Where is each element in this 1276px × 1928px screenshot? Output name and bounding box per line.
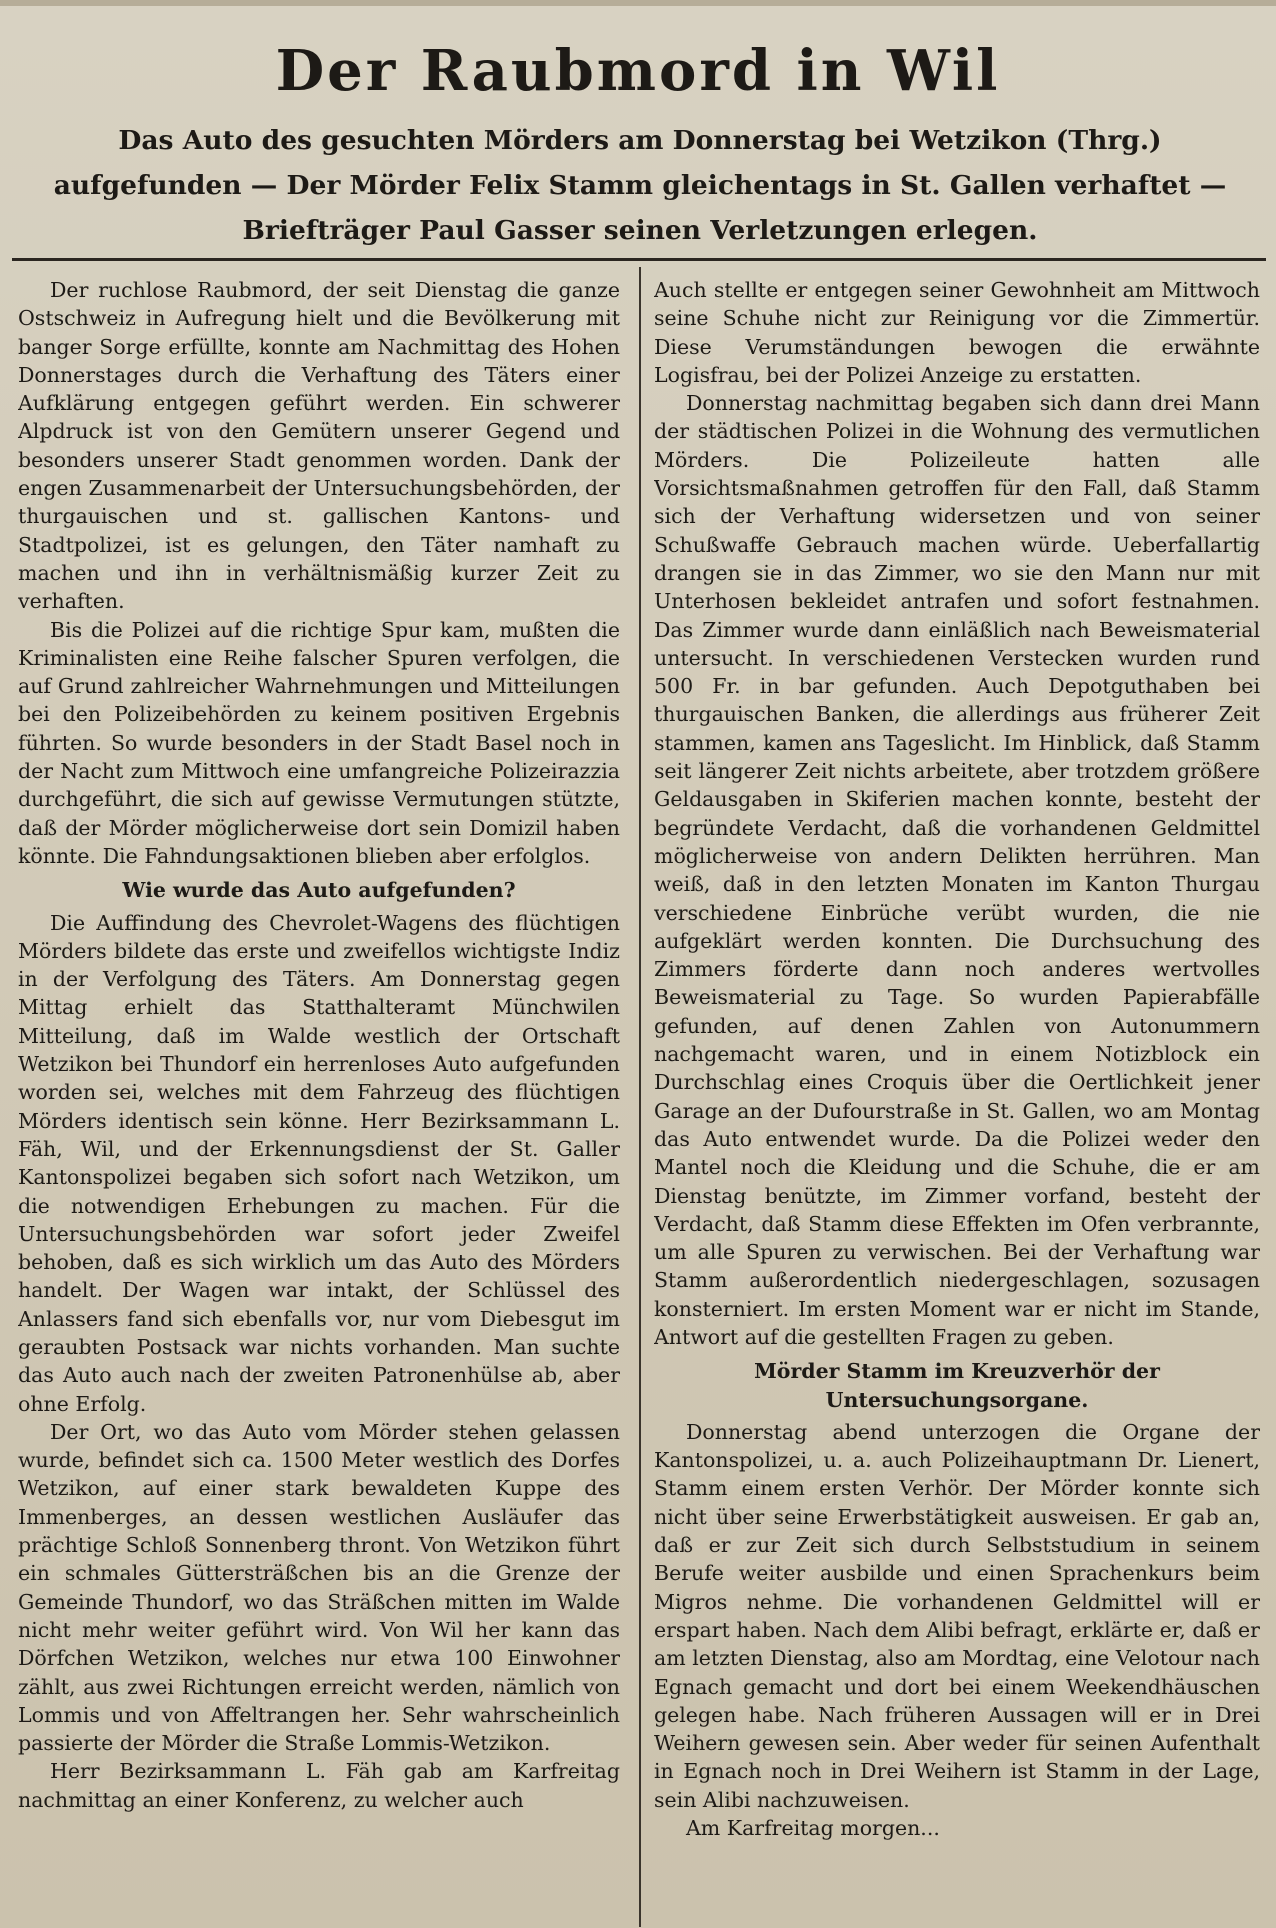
right-column	[654, 276, 1260, 1928]
paragraph: Der Ort, wo das Auto vom Mörder stehen gelassen wurde, befindet sich ca. 1500 Meter westlich des Dorfes Wetzikon, auf einer stark bewaldeten Kuppe des Immenberges, an dessen westlichen Ausläufer das prächtige Schloß Sonnenberg thront. Von Wetzikon führt ein schmales Güttersträßchen bis an die Grenze der Gemeinde Thundorf, wo das Sträßchen mitten im Walde nicht mehr weiter geführt wird. Von Wil her kann das Dörfchen Wetzikon, welches nur etwa 100 Einwohner zählt, aus zwei Richtungen erreicht werden, nämlich von Lommis und von Affeltrangen her. Sehr wahrscheinlich passierte der Mörder die Straße Lommis-Wetzikon.	[18, 1419, 620, 1756]
paragraph: Die Auffindung des Chevrolet-Wagens des flüchtigen Mörders bildete das erste und zweifellos wichtigste Indiz in der Verfolgung des Täters. Am Donnerstag gegen Mittag erhielt das Statthalteramt Münchwilen Mitteilung, daß im Walde westlich der Ortschaft Wetzikon bei Thundorf ein herrenloses Auto aufgefunden worden sei, welches mit dem Fahrzeug des flüchtigen Mörders identisch sein könne. Herr Bezirksammann L. Fäh, Wil, und der Erkennungsdienst der St. Galler Kantonspolizei begaben sich sofort nach Wetzikon, um die notwendigen Erhebungen zu machen. Für die Untersuchungsbehörden war sofort jeder Zweifel behoben, daß es sich wirklich um das Auto des Mörders handelt. Der Wagen war intakt, der Schlüssel des Anlassers fand sich ebenfalls vor, nur vom Diebesgut im geraubten Postsack war nichts vorhanden. Man suchte das Auto auch nach der zweiten Patronenhülse ab, aber ohne Erfolg.	[18, 910, 620, 1416]
paragraph: Donnerstag nachmittag begaben sich dann drei Mann der städtischen Polizei in die Wohnung des vermutlichen Mörders. Die Polizeileute hatten alle Vorsichtsmaßnahmen getroffen für den Fall, daß Stamm sich der Verhaftung widersetzen und von seiner Schußwaffe Gebrauch machen würde. Ueberfallartig drangen sie in das Zimmer, wo sie den Mann nur mit Unterhosen bekleidet antrafen und sofort festnahmen. Das Zimmer wurde dann einläßlich nach Beweismaterial untersucht. In verschiedenen Verstecken wurden rund 500 Fr. in bar gefunden. Auch Depotguthaben bei thurgauischen Banken, die allerdings aus früherer Zeit stammen, kamen ans Tageslicht. Im Hinblick, daß Stamm seit längerer Zeit nichts arbeitete, aber trotzdem größere Geldausgaben in Skiferien machen konnte, besteht der begründete Verdacht, daß die vorhandenen Geldmittel möglicherweise von andern Delikten herrühren. Man weiß, daß in den letzten Monaten im Kanton Thurgau verschiedene Einbrüche verübt wurden, die nie aufgeklärt werden konnten. Die Durchsuchung des Zimmers förderte dann noch anderes wertvolles Beweismaterial zu Tage. So wurden Papierabfälle gefunden, auf denen Zahlen von Autonummern nachgemacht waren, und in einem Notizblock ein Durchschlag eines Croquis über die Oertlichkeit jener Garage an der Dufourstraße in St. Gallen, wo am Montag das Auto entwendet wurde. Da die Polizei weder den Mantel noch die Kleidung und die Schuhe, die er am Dienstag benützte, im Zimmer vorfand, besteht der Verdacht, daß Stamm diese Effekten im Ofen verbrannte, um alle Spuren zu verwischen. Bei der Verhaftung war Stamm außerordentlich niedergeschlagen, sozusagen konsterniert. Im ersten Moment war er nicht im Stande, Antwort auf die gestellten Fragen zu geben.	[654, 391, 1260, 1349]
section-heading: Mörder Stamm im Kreuzverhör der Untersuchungsorgane.	[754, 1359, 1160, 1412]
left-column	[18, 276, 620, 1928]
paragraph: Herr Bezirksammann L. Fäh gab am Karfreitag nachmittag an einer Konferenz, zu welcher auch	[18, 1759, 620, 1812]
article-headline: Der Raubmord in Wil	[275, 38, 1001, 104]
column-divider	[639, 267, 641, 1927]
section-heading: Wie wurde das Auto aufgefunden?	[122, 878, 516, 903]
paragraph: Am Karfreitag morgen...	[686, 1816, 940, 1841]
header-rule	[12, 258, 1266, 261]
paragraph: Donnerstag abend unterzogen die Organe der Kantonspolizei, u. a. auch Polizeihauptmann Dr. Lienert, Stamm einem ersten Verhör. Der Mörder konnte sich nicht über seine Erwerbstätigkeit ausweisen. Er gab an, daß er zur Zeit sich durch Selbststudium in seinem Berufe weiter ausbilde und einen Sprachenkurs beim Migros nehme. Die vorhandenen Geldmittel will er erspart haben. Nach dem Alibi befragt, erklärte er, daß er am letzten Dienstag, also am Mordtag, eine Velotour nach Egnach gemacht und dort bei einem Weekendhäuschen gelegen habe. Nach früheren Aussagen will er in Drei Weihern gewesen sein. Aber weder für seinen Aufenthalt in Egnach noch in Drei Weihern ist Stamm in der Lage, sein Alibi nachzuweisen.	[654, 1419, 1260, 1812]
paragraph: Der ruchlose Raubmord, der seit Dienstag die ganze Ostschweiz in Aufregung hielt und die Bevölkerung mit banger Sorge erfüllte, konnte am Nachmittag des Hohen Donnerstages durch die Verhaftung des Täters einer Aufklärung entgegen geführt werden. Ein schwerer Alpdruck ist von den Gemütern unserer Gegend und besonders unserer Stadt genommen worden. Dank der engen Zusammenarbeit der Untersuchungsbehörden, der thurgauischen und st. gallischen Kantons- und Stadtpolizei, ist es gelungen, den Täter namhaft zu machen und ihn in verhältnismäßig kurzer Zeit zu verhaften.	[18, 278, 620, 614]
page-edge	[0, 0, 1276, 6]
article-subheadline: Das Auto des gesuchten Mörders am Donnerstag bei Wetzikon (Thrg.) aufgefunden — Der Mörder Felix Stamm gleichentags in St. Gallen verhaftet — Briefträger Paul Gasser seinen Verletzungen erlegen.	[53, 125, 1227, 246]
paragraph: Auch stellte er entgegen seiner Gewohnheit am Mittwoch seine Schuhe nicht zur Reinigung vor die Zimmertür. Diese Verumständungen bewogen die erwähnte Logisfrau, bei der Polizei Anzeige zu erstatten.	[654, 278, 1260, 387]
paragraph: Bis die Polizei auf die richtige Spur kam, mußten die Kriminalisten eine Reihe falscher Spuren verfolgen, die auf Grund zahlreicher Wahrnehmungen und Mitteilungen bei den Polizeibehörden zu keinem positiven Ergebnis führten. So wurde besonders in der Stadt Basel noch in der Nacht zum Mittwoch eine umfangreiche Polizeirazzia durchgeführt, die sich auf gewisse Vermutungen stützte, daß der Mörder möglicherweise dort sein Domizil haben könnte. Die Fahndungsaktionen blieben aber erfolglos.	[18, 617, 620, 868]
